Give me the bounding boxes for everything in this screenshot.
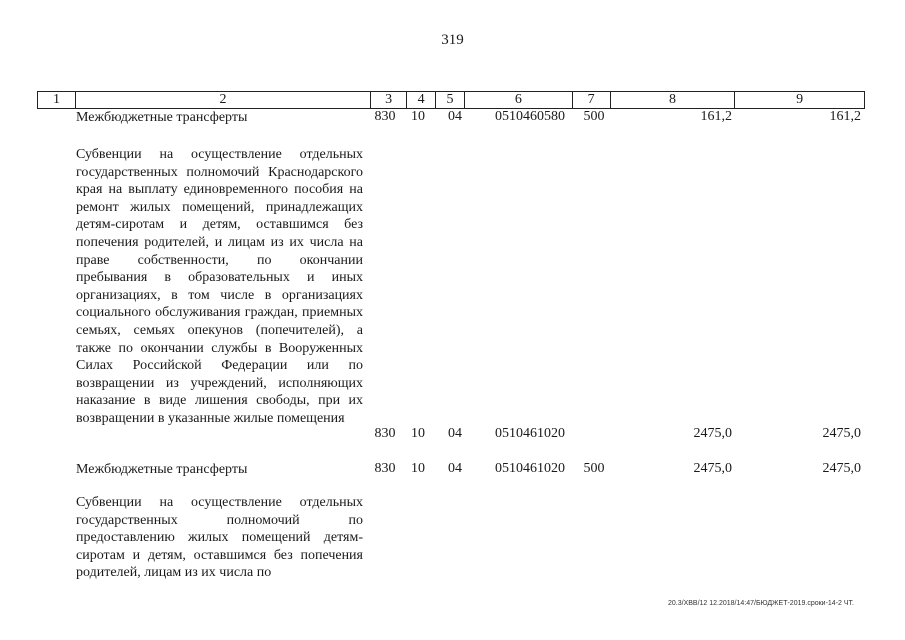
cell-col-4: 10 bbox=[411, 426, 425, 441]
header-col-4: 4 bbox=[407, 92, 436, 108]
header-col-2: 2 bbox=[76, 92, 371, 108]
cell-col-7: 500 bbox=[583, 109, 605, 124]
row-description: Субвенции на осуществление отдельных государственных полномочий Краснодарского края на выплату единовременного пособия на ремонт жилых помещений, принадлежащих детям-сиротам и детям, оставшимся без попечения родителей, и лицам из их числа на праве собственности, по окончании пребывания в образовательных и иных организациях, в том числе в организациях социального обслуживания граждан, приемных семьях, семьях опекунов (попечителей), а также по окончании службы в Вооруженных Силах Российской Федерации или по возвращении из учреждений, исполняющих наказание в виде лишения свободы, при их возвращении в указанные жилые помещения bbox=[76, 147, 363, 426]
side-page-number bbox=[0, 585, 1, 609]
cell-col-8: 161,2 bbox=[700, 109, 732, 124]
cell-col-5: 04 bbox=[448, 461, 462, 476]
cell-col-6: 0510461020 bbox=[495, 461, 565, 476]
cell-col-3: 830 bbox=[374, 109, 396, 124]
cell-col-6: 0510460580 bbox=[495, 109, 565, 124]
cell-col-8: 2475,0 bbox=[693, 426, 732, 441]
row-description: Межбюджетные трансферты bbox=[76, 462, 248, 477]
cell-col-9: 2475,0 bbox=[822, 461, 861, 476]
header-col-9: 9 bbox=[796, 92, 804, 107]
footer-stamp: 20.3/XВВ/12 12.2018/14:47/БЮДЖЕТ-2019.сроки-14-2 ЧТ. bbox=[668, 600, 854, 607]
header-col-6: 6 bbox=[465, 92, 573, 108]
cell-col-7: 500 bbox=[583, 461, 605, 476]
cell-col-6: 0510461020 bbox=[495, 426, 565, 441]
table-header bbox=[37, 91, 865, 109]
header-col-7: 7 bbox=[573, 92, 611, 108]
header-col-1: 1 bbox=[38, 92, 76, 108]
cell-col-3: 830 bbox=[374, 426, 396, 441]
cell-col-9: 161,2 bbox=[829, 109, 861, 124]
row-description: Межбюджетные трансферты bbox=[76, 110, 248, 125]
cell-col-4: 10 bbox=[411, 109, 425, 124]
header-col-5: 5 bbox=[436, 92, 465, 108]
header-col-3: 3 bbox=[371, 92, 407, 108]
cell-col-5: 04 bbox=[448, 109, 462, 124]
cell-col-5: 04 bbox=[448, 426, 462, 441]
page-number: 319 bbox=[441, 32, 464, 48]
row-description: Субвенции на осуществление отдельных государственных полномочий по предоставлению жилых помещений детям-сиротам и детям, оставшимся без попечения родителей, лицам из их числа по bbox=[76, 495, 363, 581]
cell-col-3: 830 bbox=[374, 461, 396, 476]
header-col-8: 8 bbox=[611, 92, 736, 108]
cell-col-9: 2475,0 bbox=[822, 426, 861, 441]
cell-col-8: 2475,0 bbox=[693, 461, 732, 476]
cell-col-4: 10 bbox=[411, 461, 425, 476]
